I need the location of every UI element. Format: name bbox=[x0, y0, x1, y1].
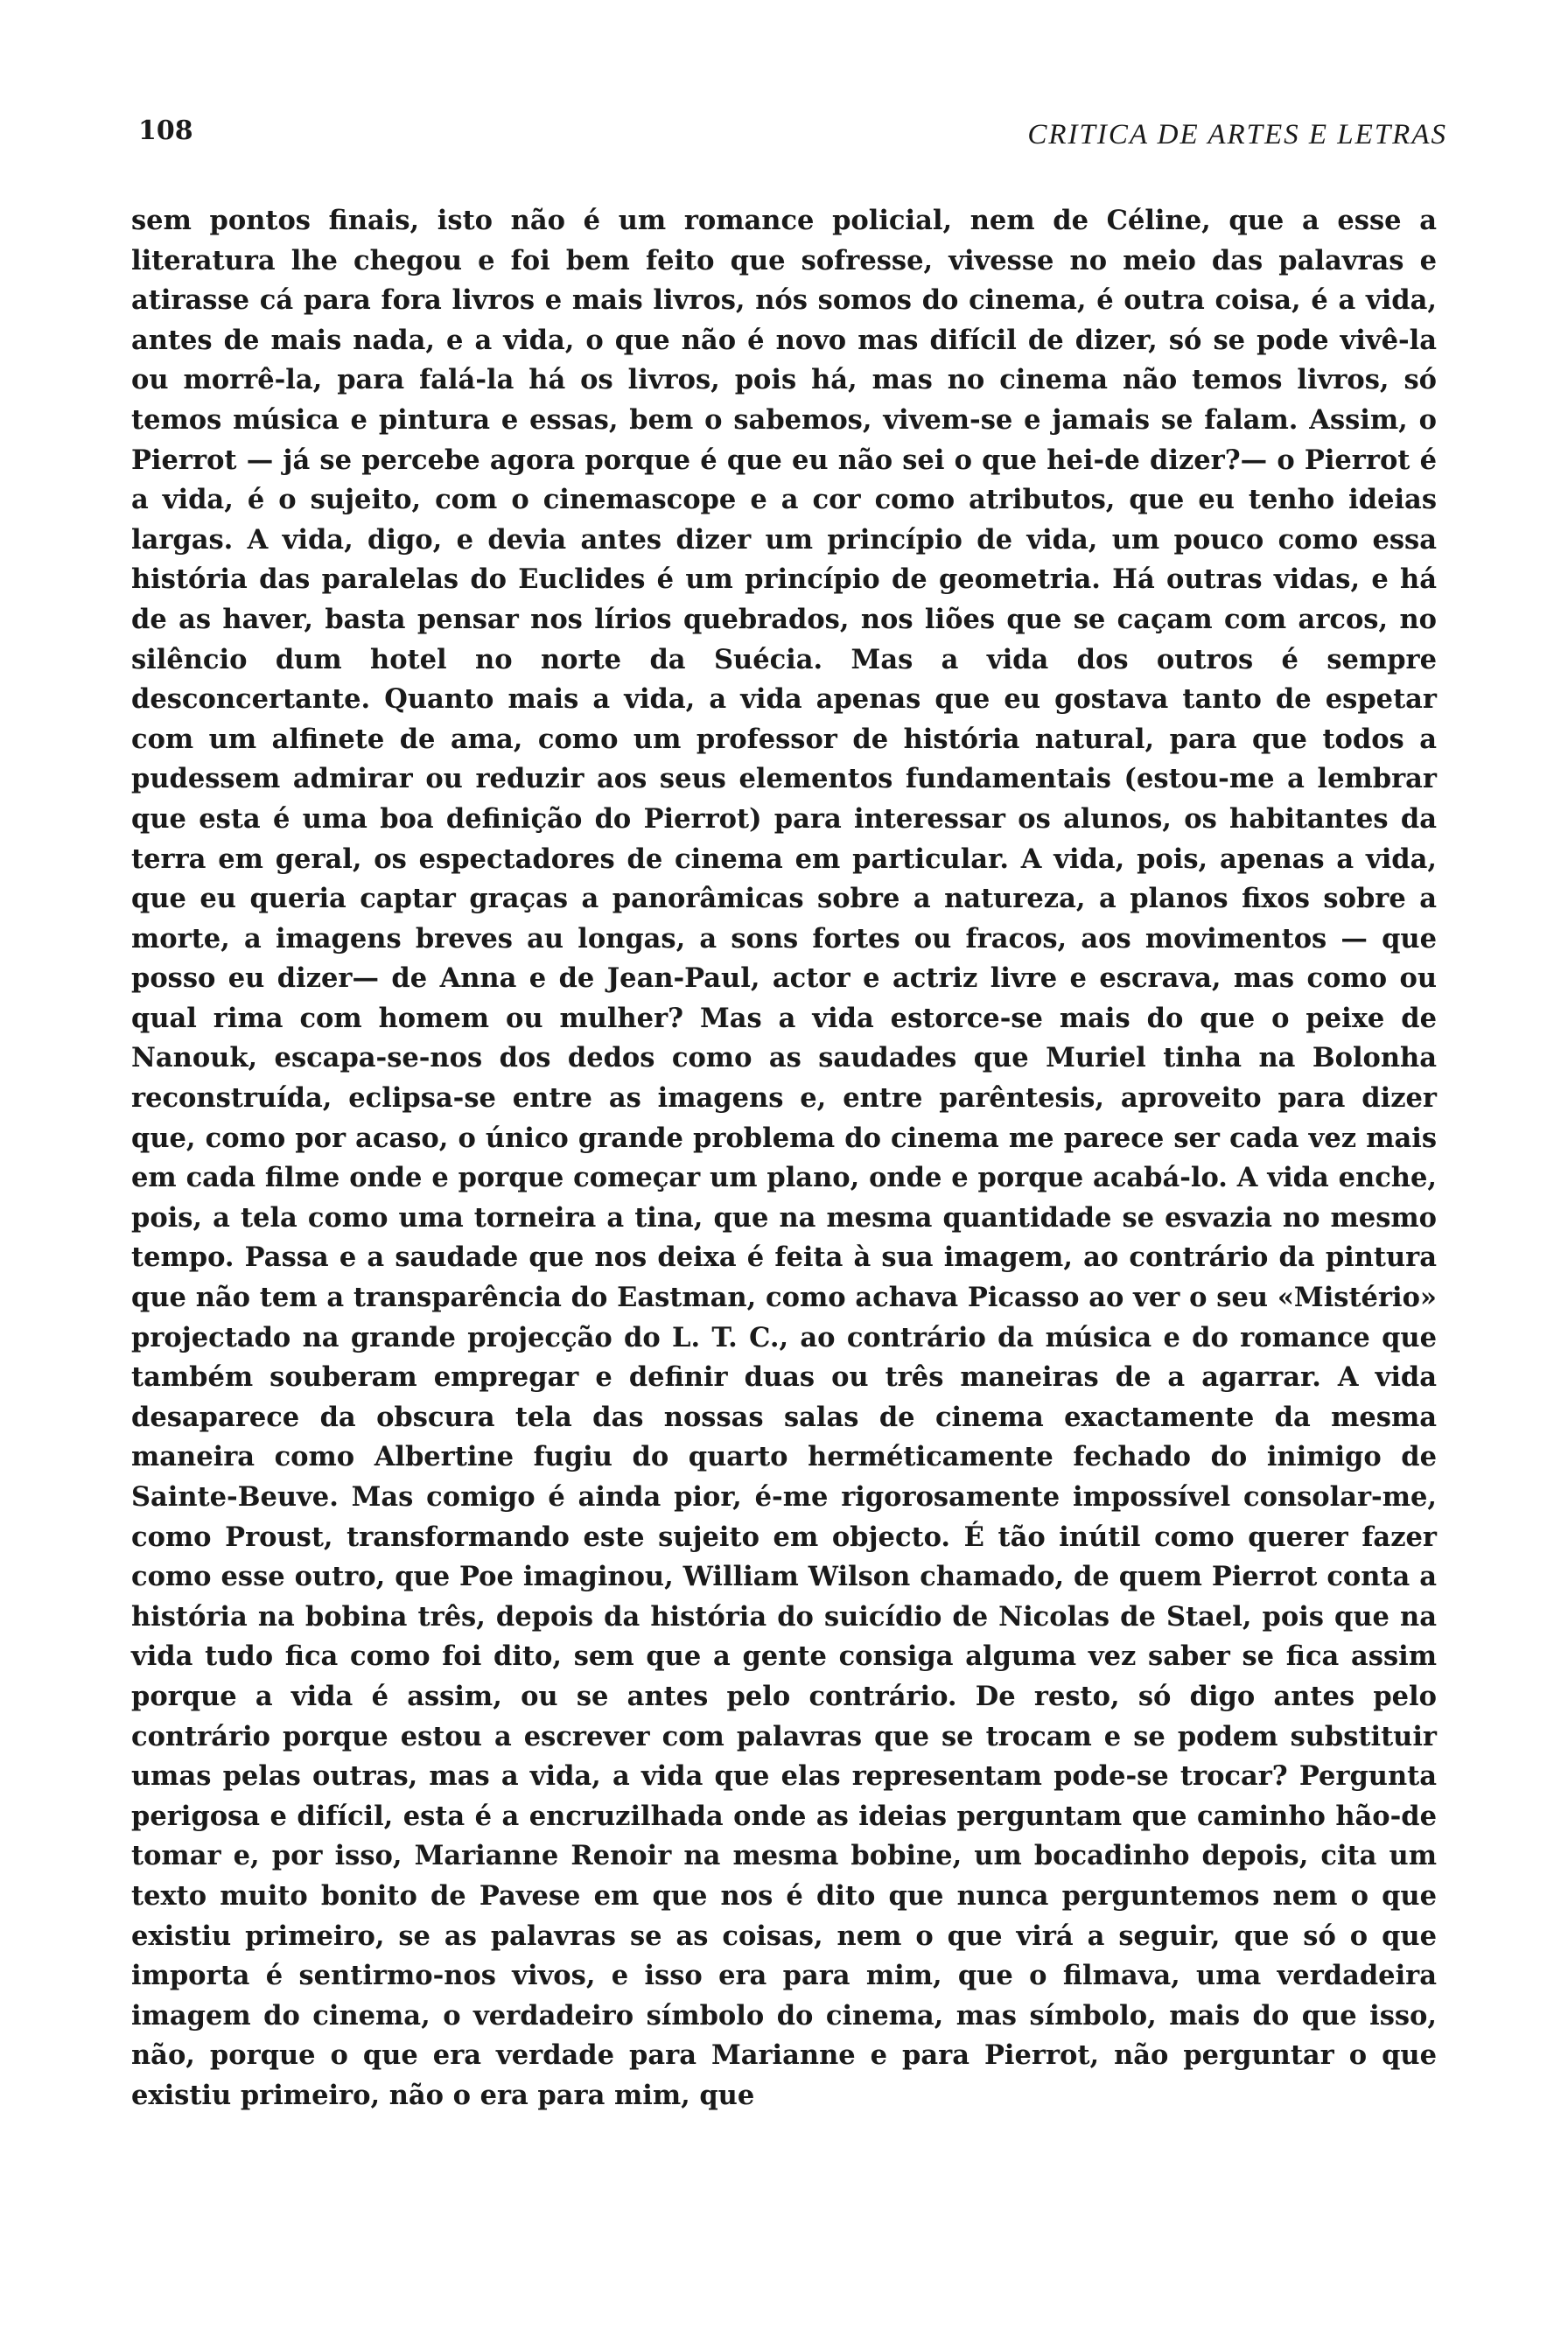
running-title: CRITICA DE ARTES E LETRAS bbox=[1027, 119, 1447, 150]
running-head bbox=[121, 115, 1447, 157]
page-number: 108 bbox=[138, 115, 193, 146]
body-paragraph: sem pontos finais, isto não é um romance policial, nem de Céline, que a esse a literatura lhe chegou e foi bem feito que sofresse, vivesse no meio das palavras e atirasse cá para fora livros e mais livros, nós somos do cinema, é outra coisa, é a vida, antes de mais nada, e a vida, o que não é novo mas difícil de dizer, só se pode vivê-la ou morrê-la, para falá-la há os livros, pois há, mas no cinema não temos livros, só temos música e pintura e essas, bem o sabemos, vivem-se e jamais se falam. Assim, o Pierrot — já se percebe agora porque é que eu não sei o que hei-de dizer?— o Pierrot é a vida, é o sujeito, com o cinemascope e a cor como atributos, que eu tenho ideias largas. A vida, digo, e devia antes dizer um princípio de vida, um pouco como essa história das paralelas do Euclides é um princípio de geometria. Há outras vidas, e há de as haver, basta pensar nos lírios quebrados, nos liões que se caçam com arcos, no silêncio dum hotel no norte da Suécia. Mas a vida dos outros é sempre desconcertante. Quanto mais a vida, a vida apenas que eu gostava tanto de espetar com um alfinete de ama, como um professor de história natural, para que todos a pudessem admirar ou reduzir aos seus elementos fundamentais (estou-me a lembrar que esta é uma boa definição do Pierrot) para interessar os alunos, os habitantes da terra em geral, os espectadores de cinema em particular. A vida, pois, apenas a vida, que eu queria captar graças a panorâmicas sobre a natureza, a planos fixos sobre a morte, a imagens breves au longas, a sons fortes ou fracos, aos movimentos — que posso eu dizer— de Anna e de Jean-Paul, actor e actriz livre e escrava, mas como ou qual rima com homem ou mulher? Mas a vida estorce-se mais do que o peixe de Nanouk, escapa-se-nos dos dedos como as saudades que Muriel tinha na Bolonha reconstruída, eclipsa-se entre as imagens e, entre parêntesis, aproveito para dizer que, como por acaso, o único grande problema do cinema me parece ser cada vez mais em cada filme onde e porque começar um plano, onde e porque acabá-lo. A vida enche, pois, a tela como uma torneira a tina, que na mesma quantidade se esvazia no mesmo tempo. Passa e a saudade que nos deixa é feita à sua imagem, ao contrário da pintura que não tem a transparência do Eastman, como achava Picasso ao ver o seu «Mistério» projectado na grande projecção do L. T. C., ao contrário da música e do romance que também souberam empregar e definir duas ou três maneiras de a agarrar. A vida desaparece da obscura tela das nossas salas de cinema exactamente da mesma maneira como Albertine fugiu do quarto herméticamente fechado do inimigo de Sainte-Beuve. Mas comigo é ainda pior, é-me rigorosamente impossível consolar-me, como Proust, transformando este sujeito em objecto. É tão inútil como querer fazer como esse outro, que Poe imaginou, William Wilson chamado, de quem Pierrot conta a história na bobina três, depois da história do suicídio de Nicolas de Stael, pois que na vida tudo fica como foi dito, sem que a gente consiga alguma vez saber se fica assim porque a vida é assim, ou se antes pelo contrário. De resto, só digo antes pelo contrário porque estou a escrever com palavras que se trocam e se podem substituir umas pelas outras, mas a vida, a vida que elas representam pode-se trocar? Pergunta perigosa e difícil, esta é a encruzilhada onde as ideias perguntam que caminho hão-de tomar e, por isso, Marianne Renoir na mesma bobine, um bocadinho depois, cita um texto muito bonito de Pavese em que nos é dito que nunca perguntemos nem o que existiu primeiro, se as palavras se as coisas, nem o que virá a seguir, que só o que importa é sentirmo-nos vivos, e isso era para mim, que o filmava, uma verdadeira imagem do cinema, o verdadeiro símbolo do cinema, mas símbolo, mais do que isso, não, porque o que era verdade para Marianne e para Pierrot, não perguntar o que existiu primeiro, não o era para mim, que bbox=[131, 205, 1437, 2111]
